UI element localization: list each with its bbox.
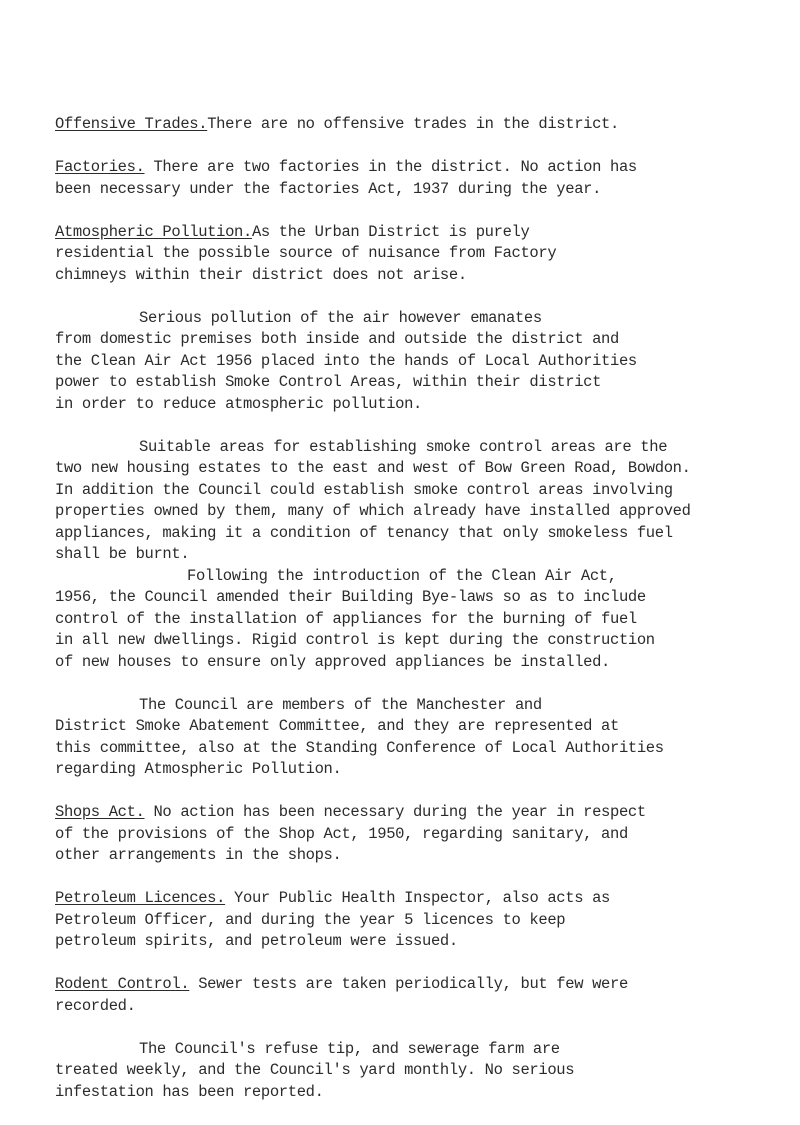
serious-line-1: Serious pollution of the air however emanates xyxy=(139,308,542,327)
petroleum-licences-heading: Petroleum Licences. xyxy=(55,889,226,907)
refuse-line-2: treated weekly, and the Council's yard monthly. No serious xyxy=(55,1061,575,1079)
council-line-2: District Smoke Abatement Committee, and they are represented at xyxy=(55,717,619,735)
suitable-line-2: two new housing estates to the east and west of Bow Green Road, Bowdon. xyxy=(55,459,691,477)
factories-paragraph xyxy=(55,157,785,200)
serious-pollution-paragraph xyxy=(55,308,785,416)
petroleum-line-3: petroleum spirits, and petroleum were issued. xyxy=(55,932,458,950)
refuse-line-1: The Council's refuse tip, and sewerage farm are xyxy=(139,1039,560,1058)
serious-line-5: in order to reduce atmospheric pollution. xyxy=(55,394,423,413)
factories-heading: Factories. xyxy=(55,158,145,176)
offensive-trades-heading: Offensive Trades. xyxy=(55,115,208,133)
refuse-tip-paragraph xyxy=(55,1039,785,1104)
following-line-3: control of the installation of appliances for the burning of fuel xyxy=(55,609,637,628)
offensive-trades-paragraph xyxy=(55,114,785,136)
council-line-3: this committee, also at the Standing Conference of Local Authorities xyxy=(55,738,664,757)
rodent-control-heading: Rodent Control. xyxy=(55,975,190,993)
offensive-trades-text: There are no offensive trades in the district. xyxy=(207,115,619,133)
factories-line-1: There are two factories in the district. No action has xyxy=(144,158,637,176)
petroleum-licences-paragraph xyxy=(55,888,785,953)
shops-line-3: other arrangements in the shops. xyxy=(55,846,342,864)
rodent-control-paragraph xyxy=(55,974,785,1017)
council-line-1: The Council are members of the Manchester and xyxy=(139,695,542,714)
suitable-line-5: appliances, making it a condition of tenancy that only smokeless fuel xyxy=(55,523,673,542)
atmospheric-line-2: residential the possible source of nuisance from Factory xyxy=(55,244,557,262)
serious-line-4: power to establish Smoke Control Areas, within their district xyxy=(55,373,602,391)
petroleum-line-1: Your Public Health Inspector, also acts as xyxy=(225,889,611,907)
following-paragraph xyxy=(55,566,785,674)
following-line-1: Following the introduction of the Clean Air Act, xyxy=(187,566,617,585)
factories-line-2: been necessary under the factories Act, 1937 during the year. xyxy=(55,179,602,198)
following-line-5: of new houses to ensure only approved appliances be installed. xyxy=(55,652,610,671)
serious-line-2: from domestic premises both inside and outside the district and xyxy=(55,330,619,348)
shops-line-1: No action has been necessary during the year in respect xyxy=(144,803,646,821)
atmospheric-pollution-paragraph xyxy=(55,222,785,287)
atmospheric-pollution-heading: Atmospheric Pollution. xyxy=(55,222,252,241)
refuse-line-3: infestation has been reported. xyxy=(55,1082,324,1101)
rodent-line-2: recorded. xyxy=(55,996,136,1015)
shops-act-heading: Shops Act. xyxy=(55,803,145,821)
rodent-line-1: Sewer tests are taken periodically, but few were xyxy=(189,975,628,993)
shops-line-2: of the provisions of the Shop Act, 1950, regarding sanitary, and xyxy=(55,824,628,843)
following-line-4: in all new dwellings. Rigid control is kept during the construction xyxy=(55,631,655,649)
suitable-areas-paragraph xyxy=(55,437,785,566)
suitable-line-6: shall be burnt. xyxy=(55,545,190,563)
atmospheric-line-3: chimneys within their district does not arise. xyxy=(55,265,467,284)
suitable-line-3: In addition the Council could establish smoke control areas involving xyxy=(55,480,673,499)
shops-act-paragraph xyxy=(55,802,785,867)
atmospheric-line-1: As the Urban District is purely xyxy=(251,222,530,241)
following-line-2: 1956, the Council amended their Building Bye-laws so as to include xyxy=(55,588,646,606)
council-paragraph xyxy=(55,695,785,781)
suitable-line-1: Suitable areas for establishing smoke control areas are the xyxy=(139,437,668,456)
council-line-4: regarding Atmospheric Pollution. xyxy=(55,760,342,778)
serious-line-3: the Clean Air Act 1956 placed into the hands of Local Authorities xyxy=(55,351,637,370)
document-page xyxy=(55,114,785,1125)
suitable-line-4: properties owned by them, many of which already have installed approved xyxy=(55,502,691,520)
petroleum-line-2: Petroleum Officer, and during the year 5 licences to keep xyxy=(55,910,566,929)
